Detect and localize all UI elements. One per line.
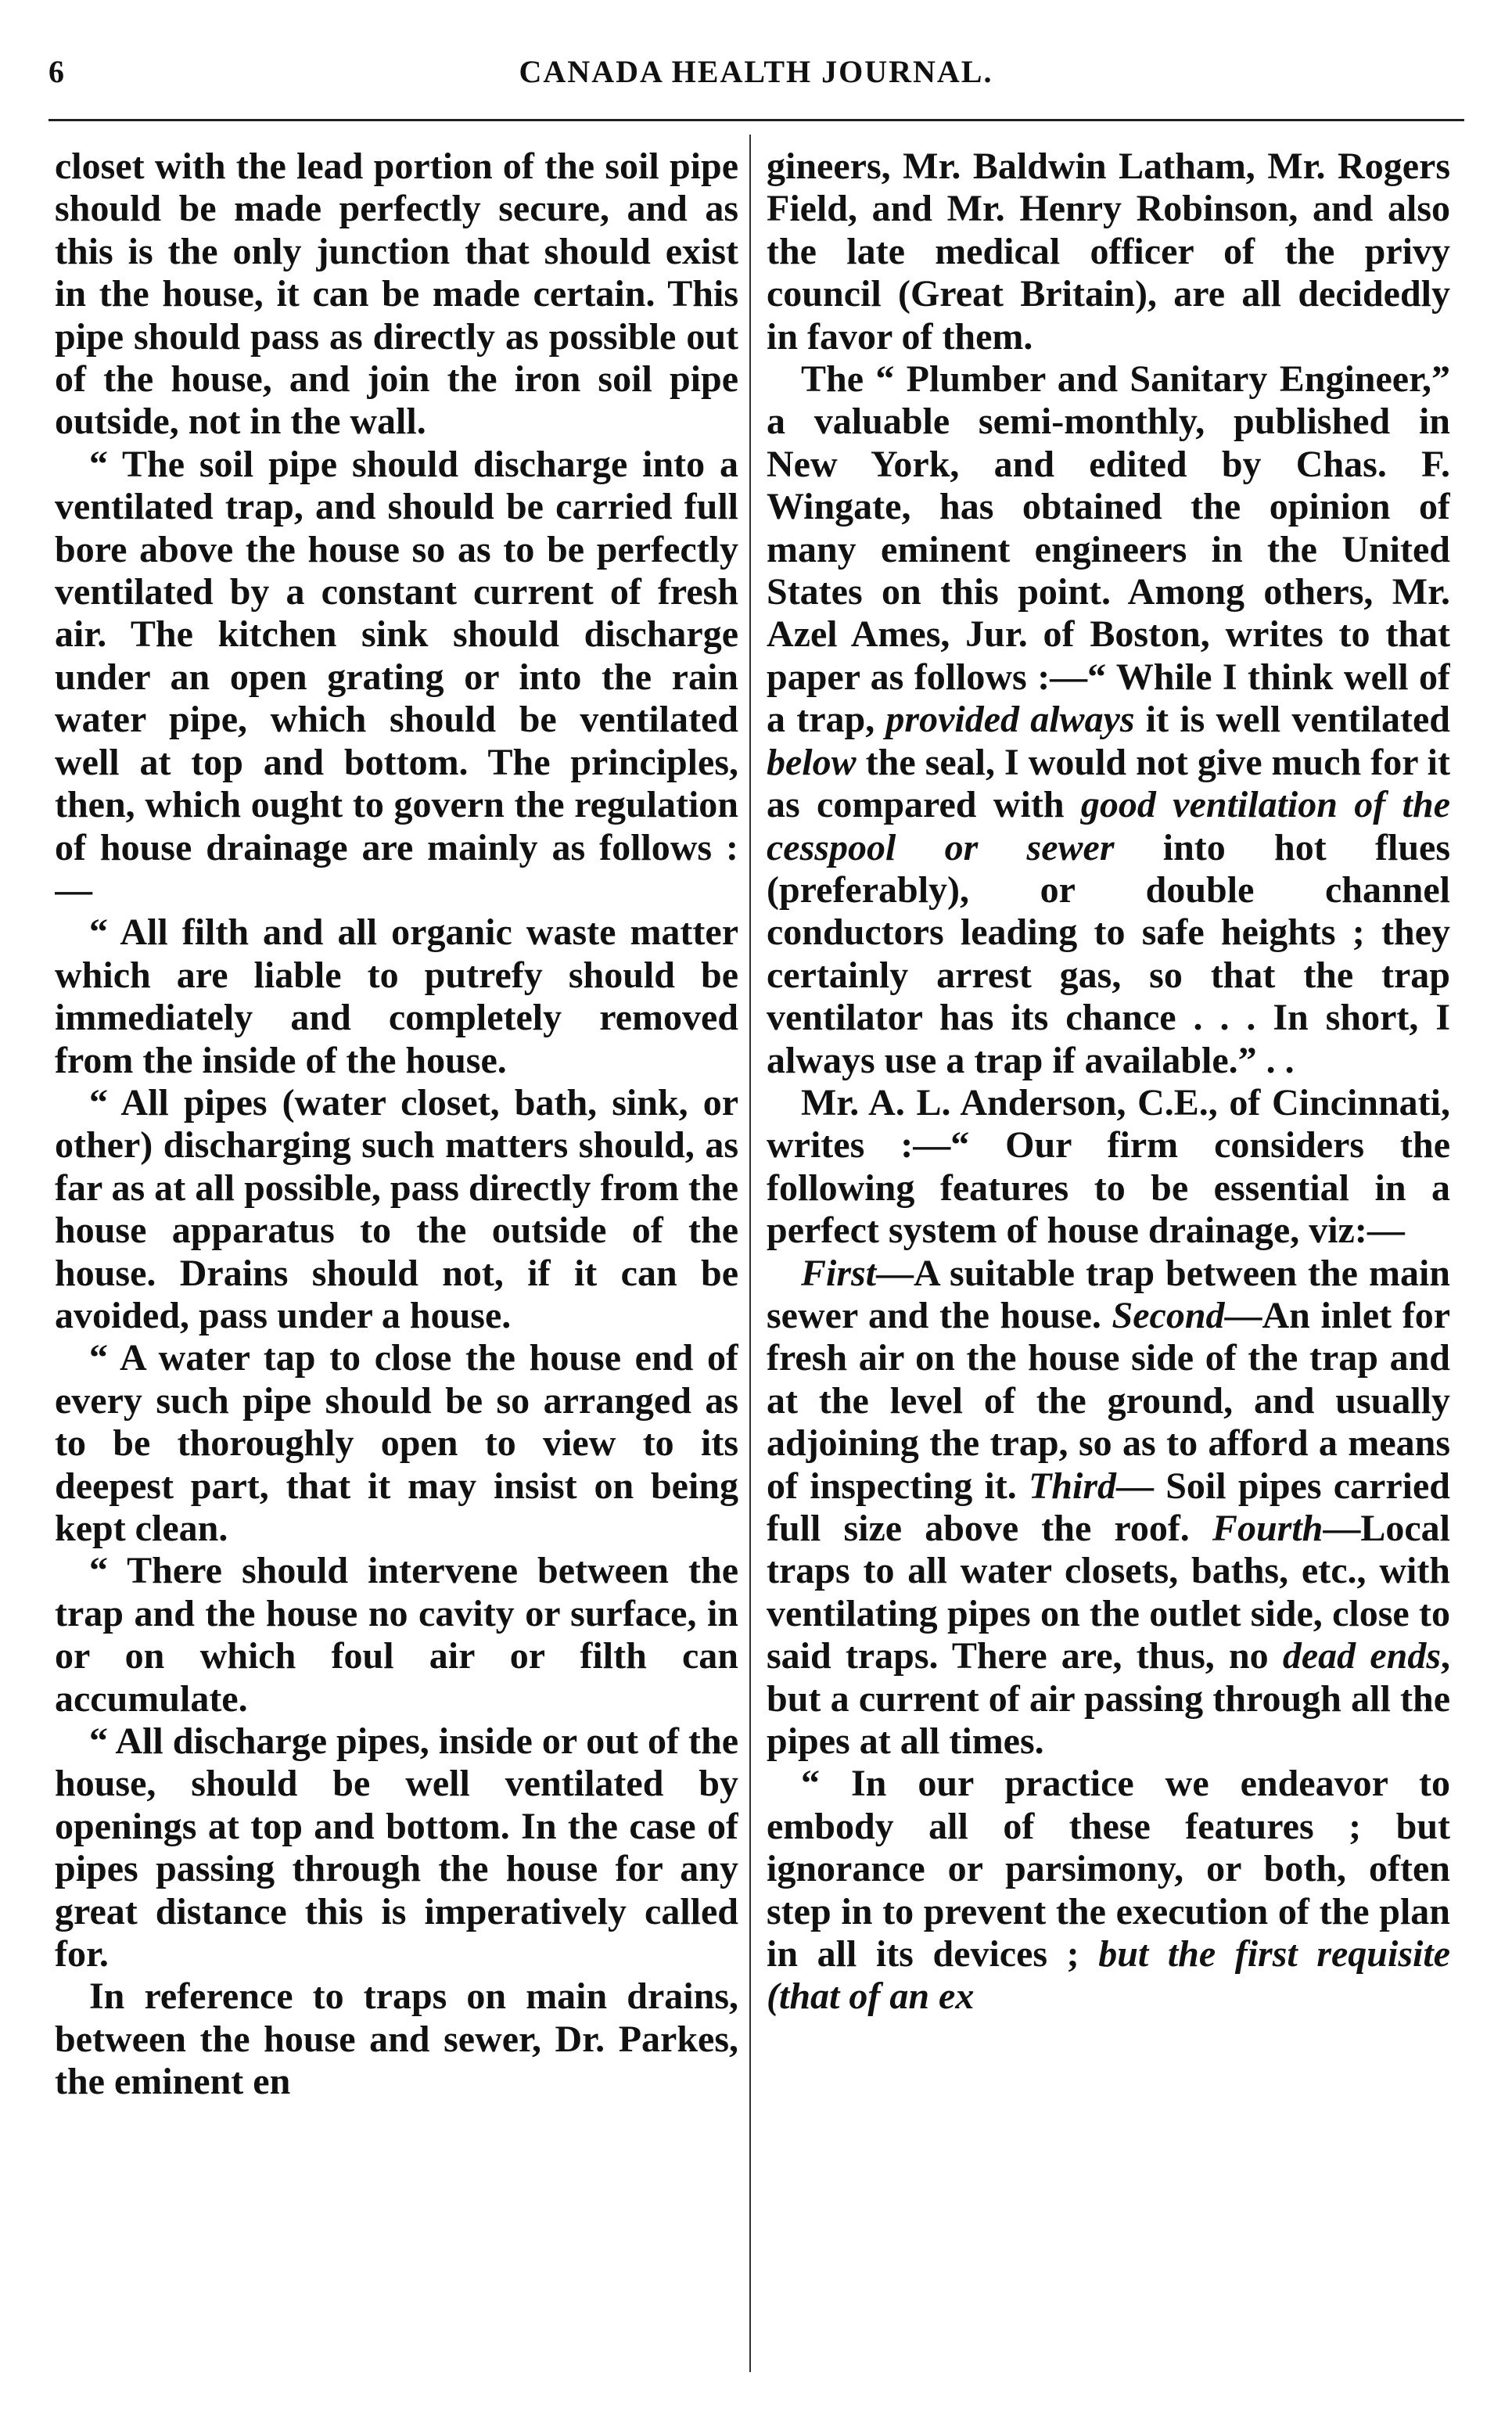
text-span: —A suitable trap between the main sewer and the house. — [767, 1252, 1450, 1336]
text-span: the seal, I would not give much for it as compared with — [767, 741, 1450, 826]
text-span: “ In our practice we endeavor to embody all of these features ; but ignorance or parsimony, or both, often step in to prevent the execution of the plan in all its devices ; — [767, 1763, 1450, 1975]
text-span: —An inlet for fresh air on the house side of the trap and at the level of the ground, and usually adjoining the trap, so as to afford a means of inspecting it. — [767, 1294, 1450, 1507]
paragraph — [767, 1763, 1450, 2018]
italic-span: Second — [1112, 1294, 1225, 1336]
header-rule — [48, 119, 1464, 121]
italic-span: Third — [1028, 1465, 1117, 1507]
text-span: — Soil pipes carried full size above the roof. — [767, 1465, 1450, 1549]
paragraph: “ All pipes (water closet, bath, sink, or other) discharging such matters should, as far as at all possible, pass directly from the house apparatus to the outside of the house. Drains should not, if it can be avoided, pass under a house. — [55, 1081, 738, 1336]
paragraph: “ There should intervene between the trap and the house no cavity or surface, in or on which foul air or filth can accumulate. — [55, 1550, 738, 1720]
italic-span: Fourth — [1212, 1508, 1323, 1549]
italic-span: but the first requisite (that of an ex — [767, 1933, 1450, 2018]
text-span: it is well ventilated — [1134, 699, 1450, 741]
italic-span: dead ends — [1282, 1635, 1442, 1677]
text-span: , but a current of air passing through all the pipes at all times. — [767, 1635, 1450, 1763]
left-column — [55, 146, 738, 2399]
paragraph: “ All filth and all organic waste matter which are liable to putrefy should be immediately and completely removed from the inside of the house. — [55, 911, 738, 1081]
text-span: —Local traps to all water closets, baths, etc., with ventilating pipes on the outlet side, close to said traps. There are, thus, no — [767, 1508, 1450, 1677]
paragraph: closet with the lead portion of the soil pipe should be made perfectly secure, and as this is the only junction that should exist in the house, it can be made certain. This pipe should pass as directly as possible out of the house, and join the iron soil pipe outside, not in the wall. — [55, 146, 738, 443]
italic-span: good ventilation of the cesspool or sewer — [767, 784, 1450, 868]
paragraph: In reference to traps on main drains, between the house and sewer, Dr. Parkes, the eminent en — [55, 1975, 738, 2103]
paragraph: Mr. A. L. Anderson, C.E., of Cincinnati, writes :—“ Our firm considers the following features to be essential in a perfect system of house drainage, viz:— — [767, 1081, 1450, 1252]
italic-span: First — [801, 1252, 877, 1294]
paragraph: “ A water tap to close the house end of every such pipe should be so arranged as to be thoroughly open to view to its deepest part, that it may insist on being kept clean. — [55, 1337, 738, 1549]
running-head: CANADA HEALTH JOURNAL. — [519, 54, 993, 89]
column-rule — [749, 135, 751, 2372]
text-span: into hot flues (preferably), or double channel conductors leading to safe heights ; they certainly arrest gas, so that the trap ventilator has its chance . . . In short, I always use a trap if available.” . . — [767, 826, 1450, 1081]
page-number: 6 — [48, 54, 64, 89]
text-span: The “ Plumber and Sanitary Engineer,” a valuable semi-monthly, published in New York, and edited by Chas. F. Wingate, has obtained the opinion of many eminent engineers in the United States on this point. Among others, Mr. Azel Ames, Jur. of Boston, writes to that paper as follows :—“ While I think well of a trap, — [767, 358, 1450, 741]
italic-span: below — [767, 741, 857, 783]
paragraph: “ The soil pipe should discharge into a ventilated trap, and should be carried full bore above the house so as to be perfectly ventilated by a constant current of fresh air. The kitchen sink should discharge under an open grating or into the rain water pipe, which should be ventilated well at top and bottom. The principles, then, which ought to govern the regulation of house drainage are mainly as follows :— — [55, 443, 738, 911]
paragraph — [767, 358, 1450, 1082]
paragraph: gineers, Mr. Baldwin Latham, Mr. Rogers Field, and Mr. Henry Robinson, and also the late medical officer of the privy council (Great Britain), are all decidedly in favor of them. — [767, 146, 1450, 358]
paragraph — [767, 1253, 1450, 1763]
paragraph: “ All discharge pipes, inside or out of the house, should be well ventilated by openings at top and bottom. In the case of pipes passing through the house for any great distance this is imperatively called for. — [55, 1720, 738, 1975]
right-column — [767, 146, 1450, 2399]
italic-span: provided always — [885, 699, 1135, 741]
